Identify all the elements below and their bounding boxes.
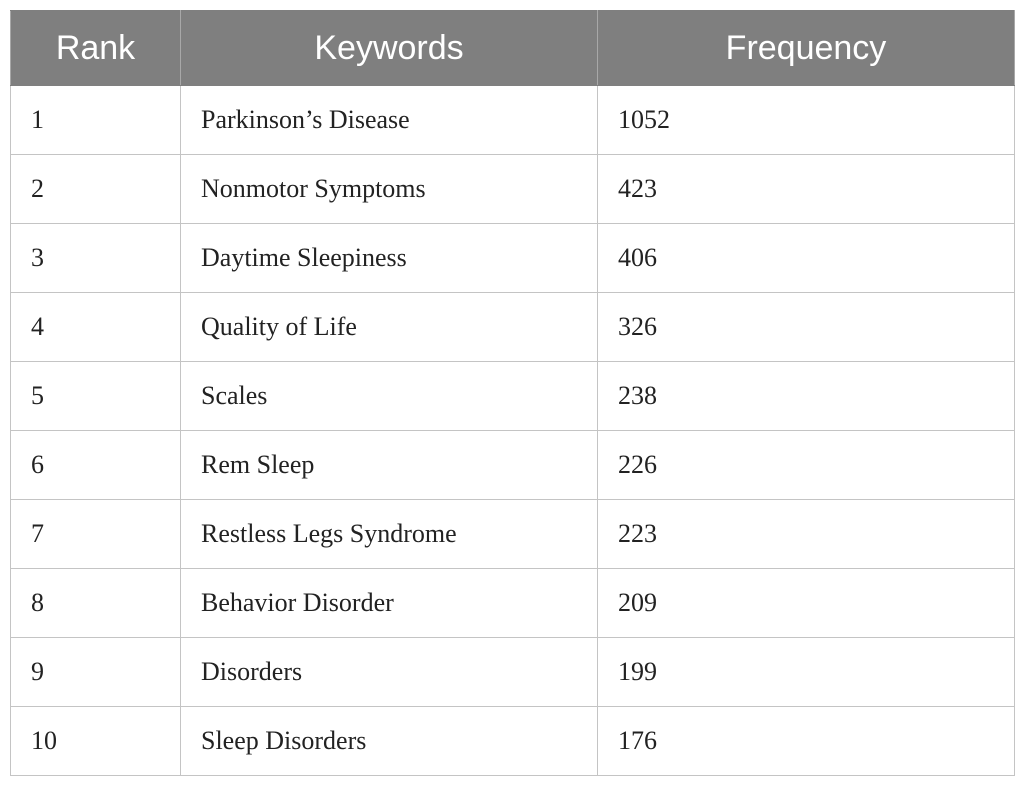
header-rank: Rank [11,11,181,86]
cell-frequency: 226 [598,431,1015,500]
table-row [11,638,1015,707]
table-row [11,224,1015,293]
cell-frequency: 209 [598,569,1015,638]
table-row [11,362,1015,431]
keyword-frequency-table-container [10,10,1014,776]
table-row [11,569,1015,638]
cell-frequency: 223 [598,500,1015,569]
cell-keyword: Nonmotor Symptoms [181,155,598,224]
cell-frequency: 199 [598,638,1015,707]
cell-frequency: 238 [598,362,1015,431]
cell-keyword: Parkinson’s Disease [181,86,598,155]
cell-rank: 3 [11,224,181,293]
cell-keyword: Sleep Disorders [181,707,598,776]
cell-frequency: 176 [598,707,1015,776]
cell-keyword: Restless Legs Syndrome [181,500,598,569]
cell-keyword: Disorders [181,638,598,707]
cell-rank: 2 [11,155,181,224]
cell-keyword: Scales [181,362,598,431]
table-row [11,155,1015,224]
cell-rank: 10 [11,707,181,776]
table-header [11,11,1015,86]
cell-keyword: Rem Sleep [181,431,598,500]
cell-rank: 4 [11,293,181,362]
table-row [11,500,1015,569]
cell-rank: 6 [11,431,181,500]
cell-rank: 5 [11,362,181,431]
cell-frequency: 1052 [598,86,1015,155]
cell-keyword: Behavior Disorder [181,569,598,638]
cell-frequency: 423 [598,155,1015,224]
keyword-frequency-table [10,10,1015,776]
cell-keyword: Quality of Life [181,293,598,362]
table-row [11,86,1015,155]
cell-keyword: Daytime Sleepiness [181,224,598,293]
table-row [11,293,1015,362]
cell-rank: 7 [11,500,181,569]
cell-rank: 8 [11,569,181,638]
cell-rank: 1 [11,86,181,155]
cell-frequency: 406 [598,224,1015,293]
header-row [11,11,1015,86]
table-row [11,431,1015,500]
header-frequency: Frequency [598,11,1015,86]
cell-rank: 9 [11,638,181,707]
table-row [11,707,1015,776]
table-body [11,86,1015,776]
header-keywords: Keywords [181,11,598,86]
cell-frequency: 326 [598,293,1015,362]
